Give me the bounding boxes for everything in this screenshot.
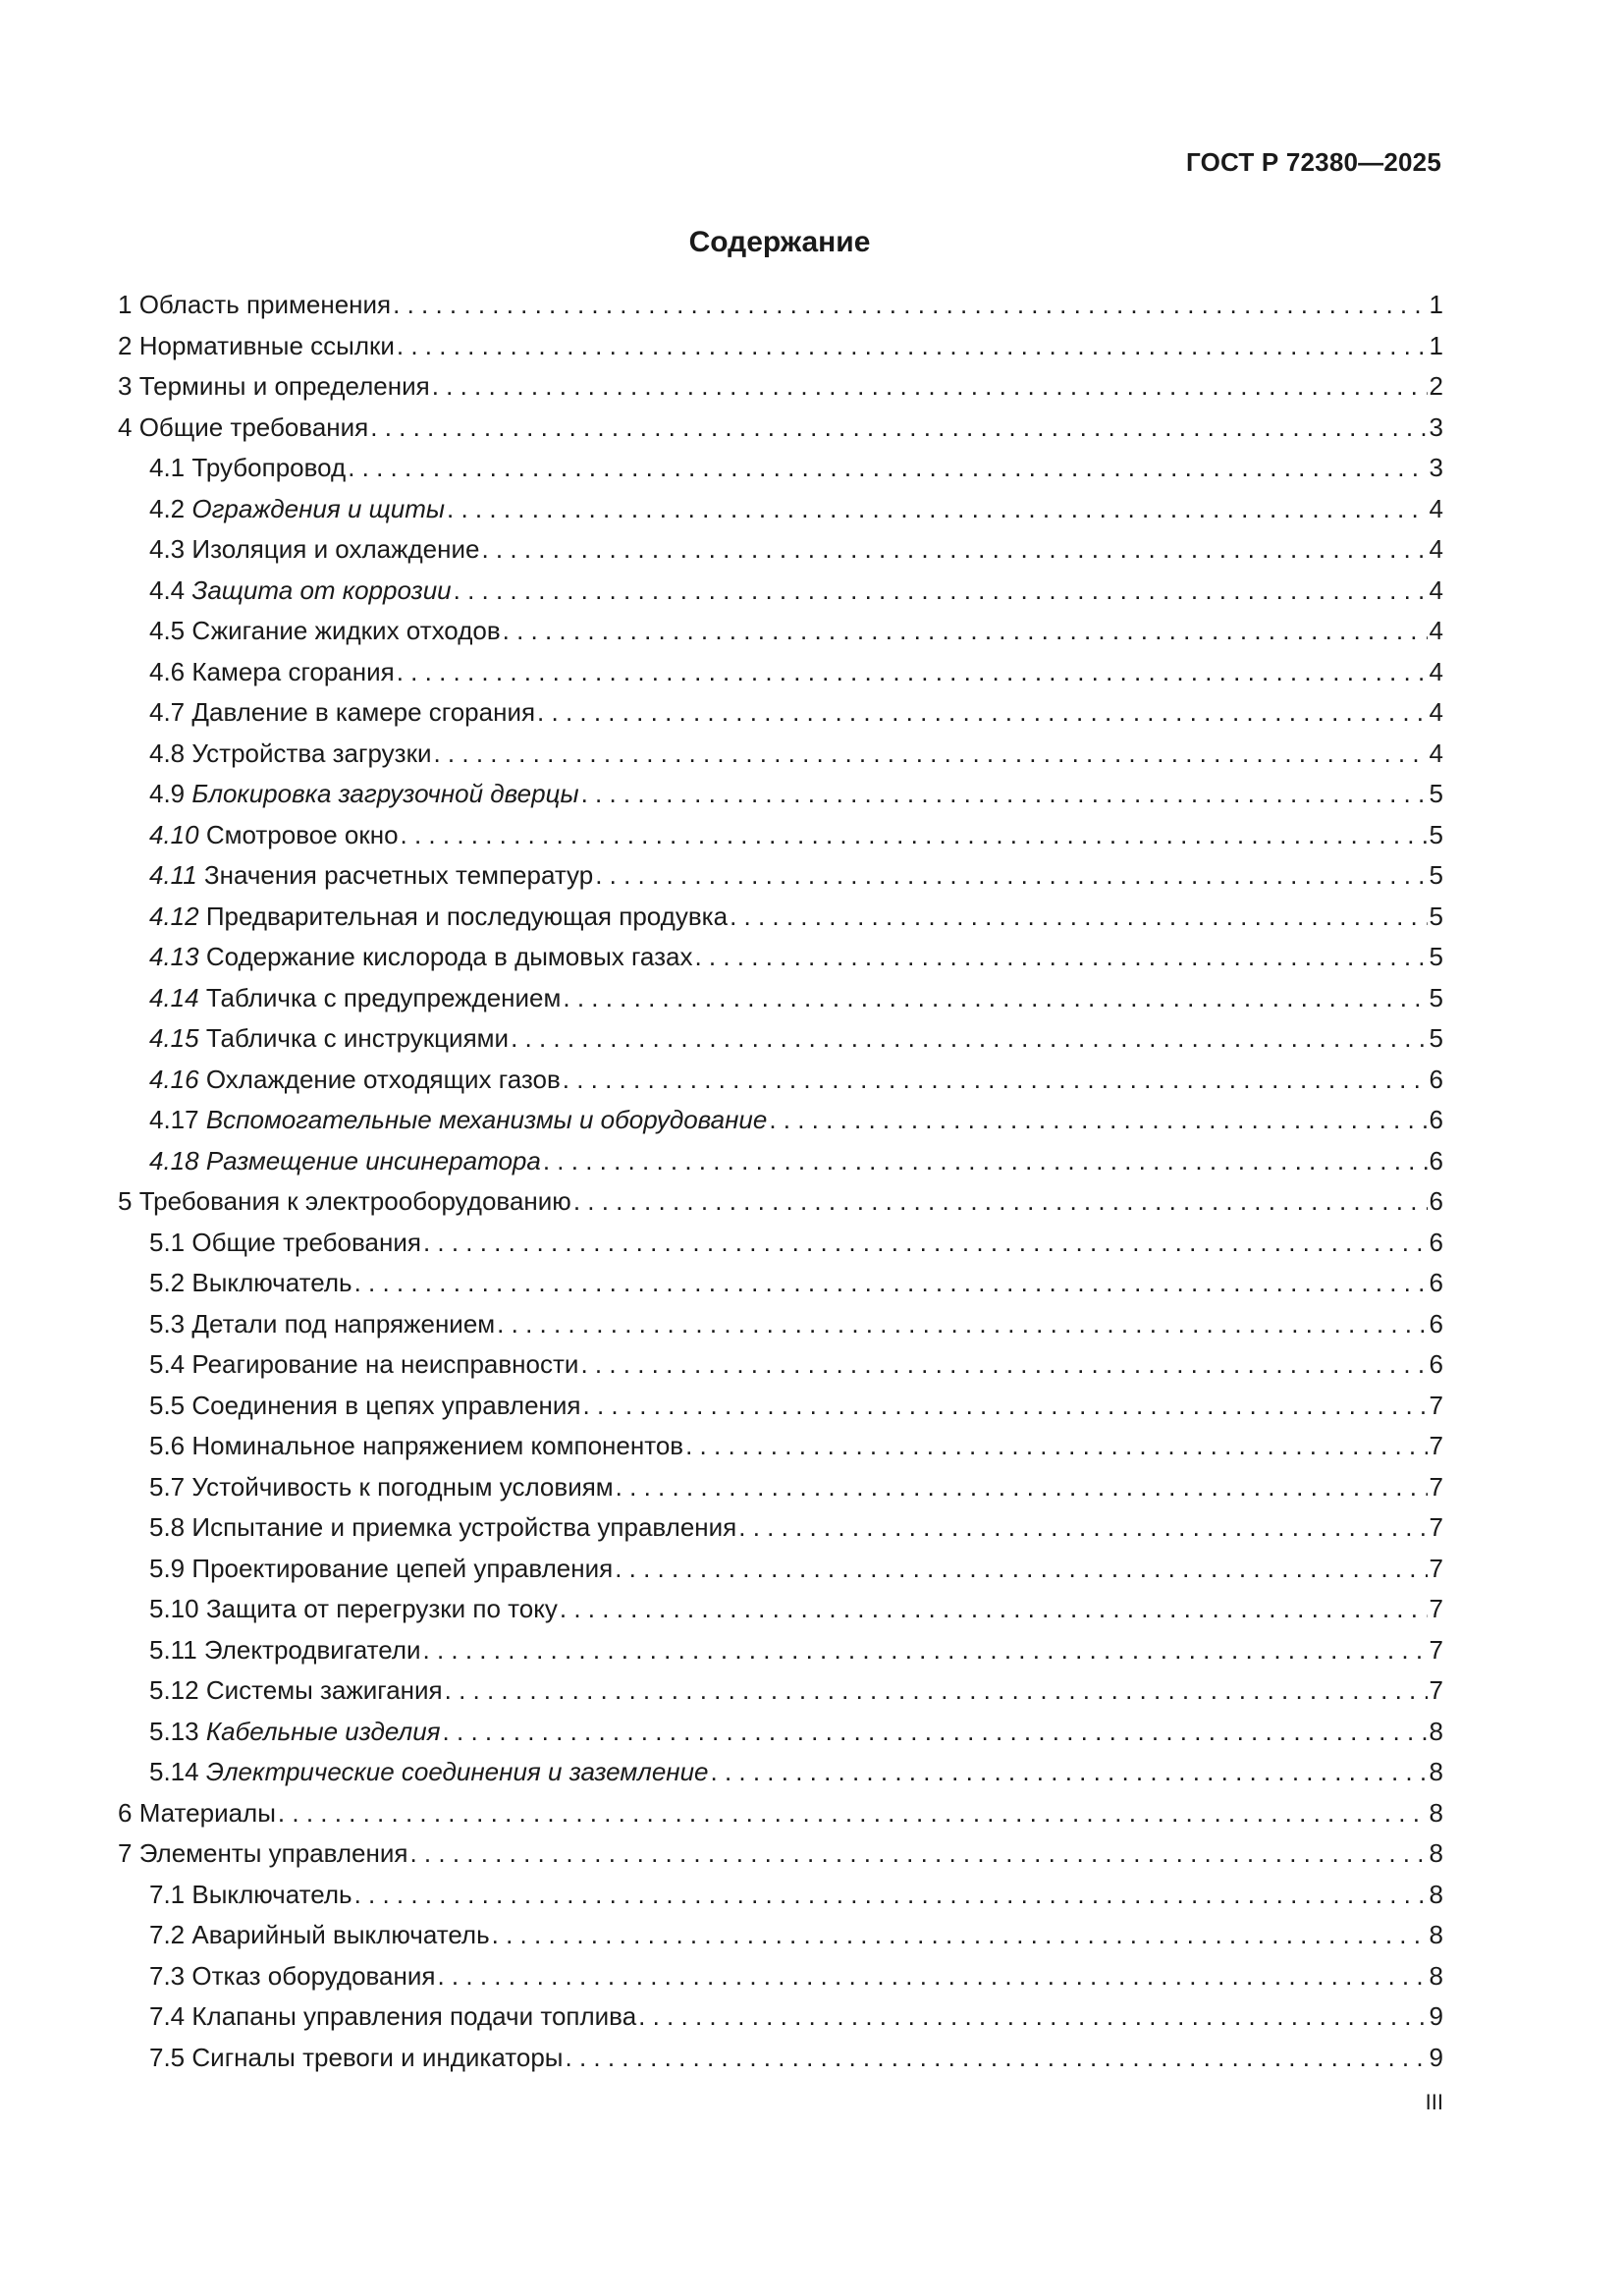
toc-entry-number: 4.6: [149, 656, 186, 686]
page-number: III: [1425, 2090, 1443, 2114]
toc-entry[interactable]: [118, 855, 1443, 897]
toc-entry-title: [149, 1549, 613, 1590]
toc-entry-label: Детали под напряжением: [191, 1308, 496, 1339]
toc-entry[interactable]: [118, 1549, 1443, 1590]
toc-entry-title: [149, 897, 728, 938]
toc-entry-number: 7.2: [149, 1920, 186, 1949]
toc-entry[interactable]: [118, 1060, 1443, 1101]
toc-entry-label: Электродвигатели: [203, 1634, 421, 1665]
toc-entry-title: [149, 1996, 636, 2038]
toc-entry-title: [118, 408, 368, 449]
toc-entry-page: 8: [1429, 1879, 1443, 1909]
toc-entry-page: 7: [1429, 1512, 1443, 1542]
toc-entry-number: 4.11: [149, 860, 197, 890]
table-of-contents: [118, 285, 1443, 2078]
toc-dot-leader: [370, 408, 1427, 449]
toc-entry-page: 3: [1429, 411, 1443, 442]
toc-entry-label: Защита от перегрузки по току: [205, 1594, 558, 1623]
toc-dot-leader: [393, 285, 1427, 326]
toc-dot-leader: [616, 1467, 1428, 1508]
toc-entry-title: [118, 1793, 276, 1834]
toc-entry[interactable]: [118, 937, 1443, 978]
toc-entry-number: 3: [118, 371, 133, 401]
toc-entry[interactable]: [118, 1426, 1443, 1467]
toc-entry-page: 6: [1429, 1145, 1443, 1175]
toc-dot-leader: [511, 1018, 1427, 1060]
document-code: ГОСТ Р 72380—2025: [1186, 147, 1441, 177]
toc-entry[interactable]: [118, 448, 1443, 489]
toc-entry-title: [149, 937, 692, 978]
toc-entry-label: Отказ оборудования: [191, 1960, 436, 1991]
toc-entry-page: 7: [1429, 1390, 1443, 1420]
toc-entry[interactable]: [118, 1386, 1443, 1427]
toc-entry-number: 5.3: [149, 1308, 186, 1339]
toc-entry-title: [149, 1018, 509, 1060]
toc-entry-page: 4: [1429, 656, 1443, 686]
toc-entry-label: Блокировка загрузочной дверцы: [191, 779, 579, 808]
toc-entry[interactable]: [118, 1018, 1443, 1060]
toc-entry-number: 4.7: [149, 697, 186, 727]
toc-entry-page: 2: [1429, 371, 1443, 401]
toc-entry-page: 5: [1429, 860, 1443, 890]
toc-entry-page: 6: [1429, 1064, 1443, 1094]
toc-entry-label: Изоляция и охлаждение: [191, 534, 480, 564]
toc-entry-number: 4.10: [149, 819, 199, 849]
toc-entry[interactable]: [118, 1833, 1443, 1875]
toc-dot-leader: [401, 815, 1428, 856]
toc-entry-number: 5.4: [149, 1349, 186, 1379]
toc-entry[interactable]: [118, 611, 1443, 652]
toc-entry-number: 4.13: [149, 942, 199, 971]
toc-entry-title: [149, 1304, 495, 1345]
toc-dot-leader: [583, 1386, 1428, 1427]
toc-entry-number: 4.3: [149, 534, 186, 564]
toc-entry-number: 5.9: [149, 1553, 186, 1583]
toc-dot-leader: [492, 1915, 1428, 1956]
toc-entry[interactable]: [118, 326, 1443, 367]
toc-dot-leader: [769, 1100, 1427, 1141]
toc-entry-number: 7.5: [149, 2042, 186, 2072]
toc-entry-title: [149, 815, 399, 856]
toc-entry-title: [149, 1956, 435, 1997]
toc-dot-leader: [503, 611, 1428, 652]
toc-entry-page: 1: [1429, 290, 1443, 319]
toc-entry-label: Материалы: [138, 1797, 276, 1828]
toc-entry-title: [149, 1467, 614, 1508]
toc-dot-leader: [409, 1833, 1427, 1875]
toc-entry-number: 4: [118, 411, 133, 442]
toc-entry-label: Общие требования: [138, 411, 369, 442]
toc-entry-title: [118, 1181, 571, 1223]
toc-entry-label: Устойчивость к погодным условиям: [191, 1471, 614, 1502]
toc-entry-page: 5: [1429, 779, 1443, 808]
toc-entry[interactable]: [118, 571, 1443, 612]
toc-entry[interactable]: [118, 1630, 1443, 1671]
toc-entry-page: 5: [1429, 1023, 1443, 1053]
toc-entry-page: 6: [1429, 1227, 1443, 1257]
toc-entry-page: 4: [1429, 616, 1443, 645]
toc-entry-label: Сигналы тревоги и индикаторы: [191, 2042, 564, 2072]
toc-entry-title: [149, 978, 561, 1019]
toc-entry-title: [149, 1426, 683, 1467]
toc-entry-page: 4: [1429, 697, 1443, 727]
toc-dot-leader: [481, 529, 1427, 571]
toc-entry-page: 3: [1429, 453, 1443, 482]
toc-dot-leader: [433, 734, 1427, 775]
toc-entry-label: Нормативные ссылки: [138, 330, 395, 360]
toc-entry-label: Элементы управления: [138, 1838, 408, 1868]
toc-entry[interactable]: [118, 734, 1443, 775]
toc-entry-page: 9: [1429, 2042, 1443, 2072]
toc-entry[interactable]: [118, 1100, 1443, 1141]
toc-entry[interactable]: [118, 408, 1443, 449]
toc-entry-title: [149, 448, 346, 489]
toc-entry-number: 4.2: [149, 493, 186, 523]
toc-entry-number: 4.12: [149, 901, 199, 931]
toc-entry-label: Электрические соединения и заземление: [205, 1757, 709, 1786]
toc-entry-page: 8: [1429, 1757, 1443, 1786]
toc-entry-number: 4.16: [149, 1064, 199, 1094]
toc-entry-number: 5.2: [149, 1268, 186, 1297]
toc-entry-page: 8: [1429, 1920, 1443, 1949]
toc-dot-leader: [437, 1956, 1427, 1997]
toc-entry[interactable]: [118, 366, 1443, 408]
toc-entry-label: Клапаны управления подачи топлива: [191, 2001, 637, 2031]
toc-entry-number: 5.5: [149, 1390, 186, 1420]
toc-entry-label: Табличка с инструкциями: [205, 1023, 510, 1053]
toc-entry-number: 5.6: [149, 1431, 186, 1460]
toc-entry-label: Содержание кислорода в дымовых газах: [205, 942, 693, 971]
toc-entry-label: Охлаждение отходящих газов: [205, 1064, 561, 1094]
toc-entry-title: [149, 1344, 578, 1386]
toc-entry-number: 2: [118, 330, 133, 360]
toc-dot-leader: [580, 1344, 1427, 1386]
toc-entry-title: [118, 326, 395, 367]
toc-entry-page: 9: [1429, 2001, 1443, 2031]
toc-entry-label: Номинальное напряжением компонентов: [191, 1431, 684, 1460]
toc-entry-page: 6: [1429, 1349, 1443, 1379]
toc-entry-number: 7: [118, 1838, 133, 1868]
toc-entry[interactable]: [118, 897, 1443, 938]
toc-entry[interactable]: [118, 1304, 1443, 1345]
toc-dot-leader: [595, 855, 1427, 897]
toc-entry[interactable]: [118, 2038, 1443, 2079]
toc-entry-label: Устройства загрузки: [191, 738, 432, 768]
toc-entry-number: 6: [118, 1797, 133, 1828]
toc-entry[interactable]: [118, 652, 1443, 693]
toc-dot-leader: [454, 571, 1428, 612]
toc-entry-title: [149, 652, 395, 693]
toc-dot-leader: [638, 1996, 1427, 2038]
toc-entry-number: 5.12: [149, 1675, 199, 1705]
toc-entry[interactable]: [118, 489, 1443, 530]
toc-entry[interactable]: [118, 1223, 1443, 1264]
toc-entry-title: [149, 1875, 352, 1916]
toc-dot-leader: [397, 326, 1428, 367]
toc-entry-label: Предварительная и последующая продувка: [205, 901, 729, 931]
toc-entry-label: Вспомогательные механизмы и оборудование: [205, 1105, 768, 1134]
toc-entry-title: [149, 774, 579, 815]
toc-entry-number: 4.5: [149, 616, 186, 645]
toc-dot-leader: [354, 1263, 1428, 1304]
toc-entry-title: [149, 1589, 558, 1630]
toc-entry[interactable]: [118, 692, 1443, 734]
toc-entry-number: 4.17: [149, 1105, 199, 1134]
toc-entry-label: Размещение инсинератора: [205, 1145, 541, 1175]
toc-entry-number: 5: [118, 1186, 133, 1216]
toc-dot-leader: [423, 1223, 1428, 1264]
toc-dot-leader: [543, 1141, 1428, 1182]
toc-entry-number: 4.15: [149, 1023, 199, 1053]
toc-entry-title: [149, 571, 452, 612]
toc-dot-leader: [560, 1589, 1428, 1630]
toc-entry-title: [149, 1712, 441, 1753]
toc-dot-leader: [443, 1712, 1428, 1753]
toc-entry-number: 4.8: [149, 738, 186, 768]
toc-entry[interactable]: [118, 1875, 1443, 1916]
toc-dot-leader: [447, 489, 1428, 530]
toc-dot-leader: [738, 1507, 1427, 1549]
toc-entry-page: 6: [1429, 1268, 1443, 1297]
toc-entry-label: Защита от коррозии: [191, 574, 452, 605]
toc-entry[interactable]: [118, 1181, 1443, 1223]
toc-dot-leader: [563, 978, 1427, 1019]
toc-entry-title: [149, 529, 479, 571]
toc-entry-label: Системы зажигания: [205, 1675, 443, 1705]
toc-entry-label: Требования к электрооборудованию: [138, 1186, 571, 1216]
toc-entry-page: 4: [1429, 493, 1443, 523]
toc-dot-leader: [354, 1875, 1428, 1916]
toc-entry[interactable]: [118, 774, 1443, 815]
toc-entry-number: 5.14: [149, 1757, 199, 1786]
toc-entry-page: 7: [1429, 1594, 1443, 1623]
toc-entry-label: Ограждения и щиты: [191, 493, 446, 523]
toc-entry-title: [149, 855, 593, 897]
toc-entry-page: 8: [1429, 1838, 1443, 1868]
toc-entry-page: 6: [1429, 1105, 1443, 1134]
toc-entry-title: [149, 692, 535, 734]
toc-entry-page: 8: [1429, 1797, 1443, 1828]
toc-entry-number: 4.9: [149, 779, 186, 808]
toc-dot-leader: [348, 448, 1427, 489]
toc-entry-label: Термины и определения: [138, 371, 430, 401]
toc-entry-label: Кабельные изделия: [205, 1716, 441, 1746]
toc-entry-page: 8: [1429, 1716, 1443, 1746]
toc-entry-label: Проектирование цепей управления: [191, 1553, 614, 1583]
toc-entry[interactable]: [118, 1915, 1443, 1956]
toc-entry-number: 7.4: [149, 2001, 186, 2031]
toc-entry[interactable]: [118, 1467, 1443, 1508]
toc-entry-number: 5.10: [149, 1594, 199, 1623]
toc-entry-page: 7: [1429, 1553, 1443, 1583]
toc-entry-label: Сжигание жидких отходов: [191, 616, 501, 645]
toc-entry-page: 4: [1429, 738, 1443, 768]
toc-entry-page: 5: [1429, 819, 1443, 849]
toc-entry[interactable]: [118, 1793, 1443, 1834]
toc-title: Содержание: [688, 226, 871, 258]
toc-entry[interactable]: [118, 1996, 1443, 2038]
toc-entry[interactable]: [118, 1589, 1443, 1630]
toc-entry-title: [149, 1915, 490, 1956]
toc-dot-leader: [711, 1752, 1428, 1793]
toc-entry-label: Значения расчетных температур: [203, 860, 594, 890]
toc-entry-title: [149, 489, 445, 530]
toc-entry-page: 7: [1429, 1675, 1443, 1705]
toc-entry-page: 8: [1429, 1960, 1443, 1991]
toc-dot-leader: [537, 692, 1427, 734]
toc-dot-leader: [423, 1630, 1428, 1671]
toc-entry[interactable]: [118, 1507, 1443, 1549]
toc-entry-title: [118, 1833, 407, 1875]
toc-entry-number: 5.8: [149, 1512, 186, 1542]
toc-dot-leader: [566, 2038, 1428, 2079]
toc-entry-title: [149, 1752, 709, 1793]
toc-entry-title: [149, 1263, 352, 1304]
toc-dot-leader: [615, 1549, 1427, 1590]
toc-entry-number: 5.11: [149, 1634, 197, 1665]
toc-entry-title: [149, 1630, 421, 1671]
toc-entry[interactable]: [118, 529, 1443, 571]
toc-entry-page: 4: [1429, 574, 1443, 605]
toc-entry-title: [149, 1100, 767, 1141]
toc-entry-number: 4.4: [149, 574, 186, 605]
toc-entry-title: [149, 1141, 541, 1182]
toc-entry[interactable]: [118, 1752, 1443, 1793]
toc-entry-number: 4.1: [149, 453, 186, 482]
toc-dot-leader: [694, 937, 1427, 978]
toc-dot-leader: [497, 1304, 1427, 1345]
toc-dot-leader: [573, 1181, 1428, 1223]
toc-dot-leader: [730, 897, 1427, 938]
toc-entry-title: [149, 1386, 581, 1427]
toc-entry-number: 7.1: [149, 1879, 186, 1909]
toc-entry[interactable]: [118, 1712, 1443, 1753]
toc-entry-label: Общие требования: [191, 1227, 421, 1257]
toc-dot-leader: [432, 366, 1428, 408]
toc-entry-label: Реагирование на неисправности: [191, 1349, 579, 1379]
toc-entry[interactable]: [118, 1956, 1443, 1997]
toc-entry-page: 5: [1429, 901, 1443, 931]
toc-entry-title: [149, 1507, 736, 1549]
toc-entry-page: 1: [1429, 330, 1443, 360]
toc-dot-leader: [278, 1793, 1428, 1834]
toc-entry-title: [149, 2038, 564, 2079]
toc-entry-page: 5: [1429, 942, 1443, 971]
toc-entry-label: Табличка с предупреждением: [205, 982, 562, 1012]
toc-entry-label: Аварийный выключатель: [191, 1920, 490, 1949]
toc-dot-leader: [685, 1426, 1427, 1467]
toc-entry-title: [118, 366, 430, 408]
toc-entry[interactable]: [118, 1263, 1443, 1304]
toc-entry-page: 7: [1429, 1634, 1443, 1665]
toc-entry[interactable]: [118, 978, 1443, 1019]
toc-entry-title: [149, 611, 501, 652]
toc-entry-number: 5.13: [149, 1716, 199, 1746]
toc-entry-title: [149, 1060, 561, 1101]
toc-entry[interactable]: [118, 285, 1443, 326]
toc-entry-number: 4.14: [149, 982, 199, 1012]
toc-entry-page: 6: [1429, 1186, 1443, 1216]
toc-entry-number: 1: [118, 290, 133, 319]
toc-entry-page: 7: [1429, 1431, 1443, 1460]
toc-entry-label: Давление в камере сгорания: [191, 697, 536, 727]
toc-dot-leader: [397, 652, 1428, 693]
toc-entry-label: Трубопровод: [191, 453, 347, 482]
toc-entry[interactable]: [118, 815, 1443, 856]
toc-entry-title: [149, 1670, 443, 1712]
toc-entry-title: [118, 285, 391, 326]
toc-entry-number: 4.18: [149, 1145, 199, 1175]
toc-entry-page: 6: [1429, 1308, 1443, 1339]
toc-entry-number: 5.1: [149, 1227, 186, 1257]
toc-entry-title: [149, 1223, 421, 1264]
toc-dot-leader: [563, 1060, 1428, 1101]
toc-entry-label: Соединения в цепях управления: [191, 1390, 581, 1420]
toc-entry-number: 5.7: [149, 1471, 186, 1502]
toc-entry-page: 4: [1429, 534, 1443, 564]
toc-entry-label: Смотровое окно: [205, 819, 399, 849]
toc-entry-label: Выключатель: [191, 1879, 352, 1909]
toc-entry-title: [149, 734, 431, 775]
toc-dot-leader: [581, 774, 1428, 815]
toc-entry[interactable]: [118, 1344, 1443, 1386]
toc-entry[interactable]: [118, 1670, 1443, 1712]
toc-dot-leader: [445, 1670, 1428, 1712]
toc-entry-label: Выключатель: [191, 1268, 352, 1297]
toc-entry-page: 5: [1429, 982, 1443, 1012]
toc-entry-number: 7.3: [149, 1960, 186, 1991]
toc-entry[interactable]: [118, 1141, 1443, 1182]
toc-entry-label: Испытание и приемка устройства управления: [191, 1512, 737, 1542]
toc-entry-label: Область применения: [138, 290, 392, 319]
toc-entry-label: Камера сгорания: [191, 656, 395, 686]
toc-entry-page: 7: [1429, 1471, 1443, 1502]
